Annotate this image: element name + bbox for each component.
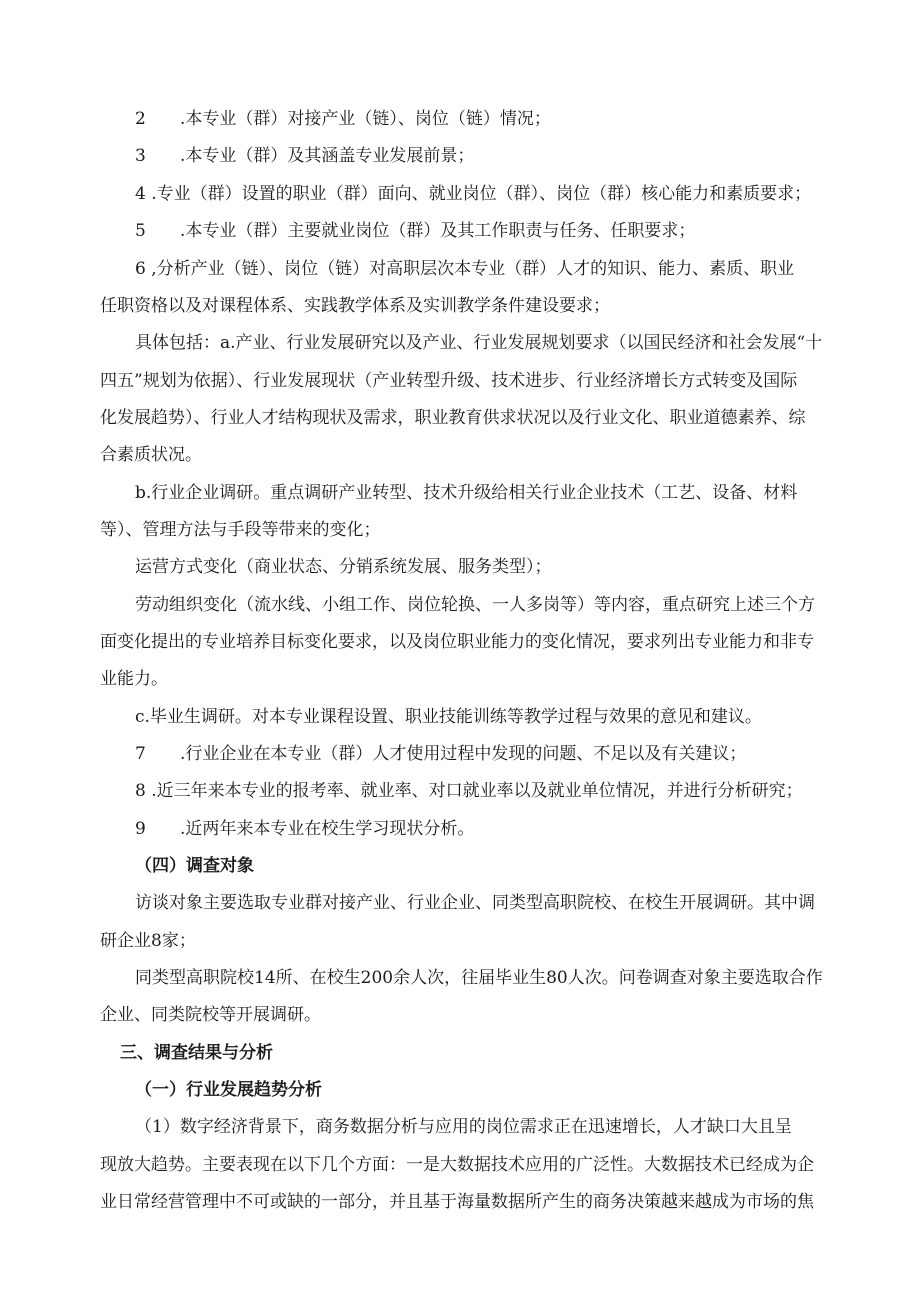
list-item-text: .行业企业在本专业（群）人才使用过程中发现的问题、不足以及有关建议； — [180, 744, 747, 764]
list-item-text: 8 .近三年来本专业的报考率、就业率、对口就业率以及就业单位情况，并进行分析研究； — [135, 781, 803, 801]
list-item-text: 4 .专业（群）设置的职业（群）面向、就业岗位（群）、岗位（群）核心能力和素质要求； — [135, 184, 812, 204]
list-item-text: 任职资格以及对课程体系、实践教学体系及实训教学条件建设要求； — [100, 296, 610, 316]
paragraph-line: 现放大趋势。主要表现在以下几个方面：一是大数据技术应用的广泛性。大数据技术已经成为企 — [100, 1155, 814, 1175]
paragraph-line: 研企业8家； — [100, 931, 196, 951]
paragraph-line: 面变化提出的专业培养目标变化要求，以及岗位职业能力的变化情况，要求列出专业能力和非专 — [100, 632, 814, 652]
paragraph-line: 业日常经营管理中不可或缺的一部分，并且基于海量数据所产生的商务决策越来越成为市场的焦 — [100, 1192, 814, 1212]
paragraph-line: b.行业企业调研。重点调研产业转型、技术升级给相关行业企业技术（工艺、设备、材料 — [135, 483, 798, 503]
list-item-text: 6 ,分析产业（链）、岗位（链）对高职层次本专业（群）人才的知识、能力、素质、职业 — [135, 259, 795, 279]
list-item-text: .本专业（群）及其涵盖专业发展前景； — [180, 146, 475, 166]
paragraph-line: c.毕业生调研。对本专业课程设置、职业技能训练等教学过程与效果的意见和建议。 — [135, 707, 762, 727]
paragraph-line: 劳动组织变化（流水线、小组工作、岗位轮换、一人多岗等）等内容，重点研究上述三个方 — [135, 595, 815, 615]
paragraph-line: 化发展趋势）、行业人才结构现状及需求，职业教育供求状况以及行业文化、职业道德素养、综 — [100, 408, 806, 428]
list-item-text: .本专业（群）对接产业（链）、岗位（链）情况； — [180, 109, 551, 129]
paragraph-line: 业能力。 — [100, 669, 168, 689]
paragraph-line: 访谈对象主要选取专业群对接产业、行业企业、同类型高职院校、在校生开展调研。其中调 — [135, 893, 815, 913]
paragraph-line: 企业、同类院校等开展调研。 — [100, 1005, 321, 1025]
paragraph-line: 具体包括：a.产业、行业发展研究以及产业、行业发展规划要求（以国民经济和社会发展“十 — [135, 333, 823, 353]
list-number: 7 — [135, 744, 146, 764]
section-heading: （四）调查对象 — [135, 856, 254, 876]
paragraph-line: 同类型高职院校14所、在校生200余人次，往届毕业生80人次。问卷调查对象主要选取合作 — [135, 968, 823, 988]
list-number: 9 — [135, 819, 146, 839]
paragraph-line: 等）、管理方法与手段等带来的变化； — [100, 520, 381, 540]
chapter-heading: 三、调查结果与分析 — [120, 1043, 273, 1063]
paragraph-line: （1）数字经济背景下，商务数据分析与应用的岗位需求正在迅速增长，人才缺口大且呈 — [135, 1117, 792, 1137]
paragraph-line: 运营方式变化（商业状态、分销系统发展、服务类型）； — [135, 557, 552, 577]
list-item-text: .近两年来本专业在校生学习现状分析。 — [180, 819, 475, 839]
section-heading: （一）行业发展趋势分析 — [135, 1080, 322, 1100]
list-item-text: .本专业（群）主要就业岗位（群）及其工作职责与任务、任职要求； — [180, 221, 696, 241]
paragraph-line: 四五”规划为依据）、行业发展现状（产业转型升级、技术进步、行业经济增长方式转变及国际 — [100, 371, 798, 391]
list-number: 2 — [135, 109, 146, 129]
list-number: 5 — [135, 221, 146, 241]
paragraph-line: 合素质状况。 — [100, 445, 202, 465]
list-number: 3 — [135, 146, 146, 166]
